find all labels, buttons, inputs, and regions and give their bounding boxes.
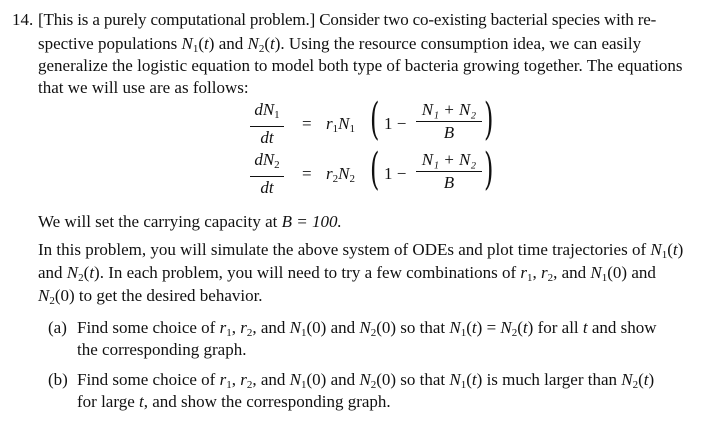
eq2-rhs-numerator: N₁ + N₂: [421, 150, 477, 169]
eq2-lhs-fraction: $dN_2$ dt: [250, 150, 284, 198]
eq2-equals: =: [302, 164, 312, 183]
eq2-rhs-denominator: B: [443, 173, 455, 192]
eq2-rhs-fraction: [416, 150, 482, 193]
part-b-line-1: Find some choice of $r_1$, $r_2$, and $N_1(0)$ and $N_2(0)$ so that $N_1(t)$ is much larger than $N_2(t)$: [77, 370, 655, 391]
eq1-coefficient: $r_1N_1$: [326, 114, 355, 135]
intro-line-2-text-b: and: [218, 34, 244, 53]
eq2-left-paren: (: [370, 144, 380, 195]
intro-line-1: [This is a purely computational problem.] Consider two co-existing bacterial species with re-: [38, 10, 657, 29]
eq1-equals: =: [302, 114, 312, 133]
eq1-rhs-denominator: B: [443, 123, 455, 142]
simulate-line-2: and $N_2(t)$. In each problem, you will need to try a few combinations of $r_1$, $r_2$, and $N_1(0)$ and: [38, 263, 656, 284]
problem-number: 14.: [12, 10, 34, 29]
simulate-line-3: $N_2(0)$ to get the desired behavior.: [38, 286, 263, 307]
n1-of-t: $N_1(t)$: [181, 34, 215, 55]
eq1-right-paren: ): [484, 94, 494, 145]
part-a-label: (a): [48, 318, 67, 337]
part-b-label: (b): [48, 370, 68, 389]
eq1-left-paren: (: [370, 94, 380, 145]
eq2-coefficient: $r_2N_2$: [326, 164, 355, 185]
part-a-line-1: Find some choice of $r_1$, $r_2$, and $N_1(0)$ and $N_2(0)$ so that $N_1(t) = N_2(t)$ for all t and show: [77, 318, 657, 339]
intro-line-2-text-a: spective populations: [38, 34, 178, 53]
eq1-rhs-numerator: N₁ + N₂: [421, 100, 477, 119]
intro-line-3: generalize the logistic equation to model both type of bacteria growing together. The equations: [38, 56, 683, 75]
intro-line-2-text-c: . Using the resource consumption idea, we can easily: [280, 34, 642, 53]
n2-of-t: $N_2(t)$: [247, 34, 281, 55]
intro-line-4: that we will use are as follows:: [38, 78, 249, 97]
eq1-lhs-fraction: $dN_1$ dt: [250, 100, 284, 148]
eq2-right-paren: ): [484, 144, 494, 195]
eq1-rhs-fraction: [416, 100, 482, 143]
part-b-line-2: for large t, and show the corresponding graph.: [77, 392, 391, 411]
simulate-line-1: In this problem, you will simulate the above system of ODEs and plot time trajectories of $N_1(t)$: [38, 240, 684, 261]
eq2-one-minus: 1 −: [384, 164, 407, 183]
carrying-capacity-line: We will set the carrying capacity at B = 100.: [38, 212, 342, 231]
part-a-line-2: the corresponding graph.: [77, 340, 247, 359]
eq1-one-minus: 1 −: [384, 114, 407, 133]
carrying-capacity-value: B = 100.: [281, 212, 342, 231]
